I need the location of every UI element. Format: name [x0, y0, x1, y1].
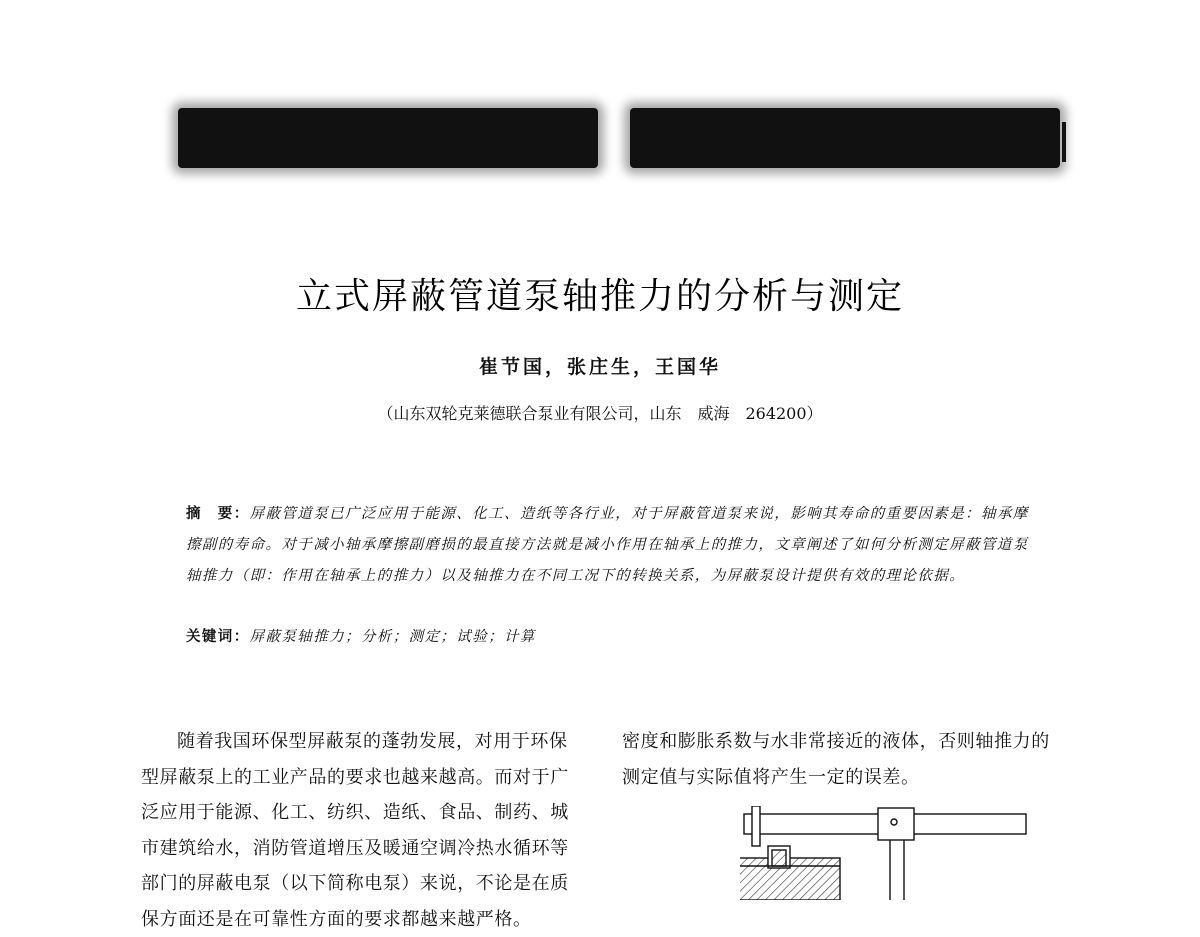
body-column-left: 随着我国环保型屏蔽泵的蓬勃发展，对用于环保型屏蔽泵上的工业产品的要求也越来越高。而对于广泛应用于能源、化工、纺织、造纸、食品、制药、城市建筑给水，消防管道增压及暖通空调冷热水循环等部门的屏蔽电泵（以下简称电泵）来说，不论是在质保方面还是在可靠性方面的要求都越来越严格。	[141, 731, 569, 930]
redacted-header-block-right	[630, 108, 1060, 168]
keywords-label: 关键词：	[186, 628, 250, 645]
keywords	[186, 625, 1031, 646]
header-edge-mark	[1062, 122, 1066, 162]
abstract-label: 摘 要：	[186, 505, 250, 522]
paper-affiliation: （山东双轮克莱德联合泵业有限公司，山东 威海 264200）	[377, 404, 823, 423]
body-column-right: 密度和膨胀系数与水非常接近的液体，否则轴推力的测定值与实际值将产生一定的误差。	[622, 731, 1050, 788]
redacted-header-block-left	[178, 108, 598, 168]
abstract-text: 屏蔽管道泵已广泛应用于能源、化工、造纸等各行业，对于屏蔽管道泵来说，影响其寿命的重要因素是：轴承摩擦副的寿命。对于减小轴承摩擦副磨损的最直接方法就是减小作用在轴承上的推力，文章阐述了如何分析测定屏蔽管道泵轴推力（即：作用在轴承上的推力）以及轴推力在不同工况下的转换关系，为屏蔽泵设计提供有效的理论依据。	[186, 506, 1029, 584]
keywords-text: 屏蔽泵轴推力；分析；测定；试验；计算	[249, 629, 536, 645]
abstract	[186, 498, 1031, 592]
paper-title: 立式屏蔽管道泵轴推力的分析与测定	[295, 276, 904, 317]
test-rig-diagram-icon	[740, 806, 1040, 900]
paper-authors: 崔节国，张庄生，王国华	[478, 356, 721, 378]
